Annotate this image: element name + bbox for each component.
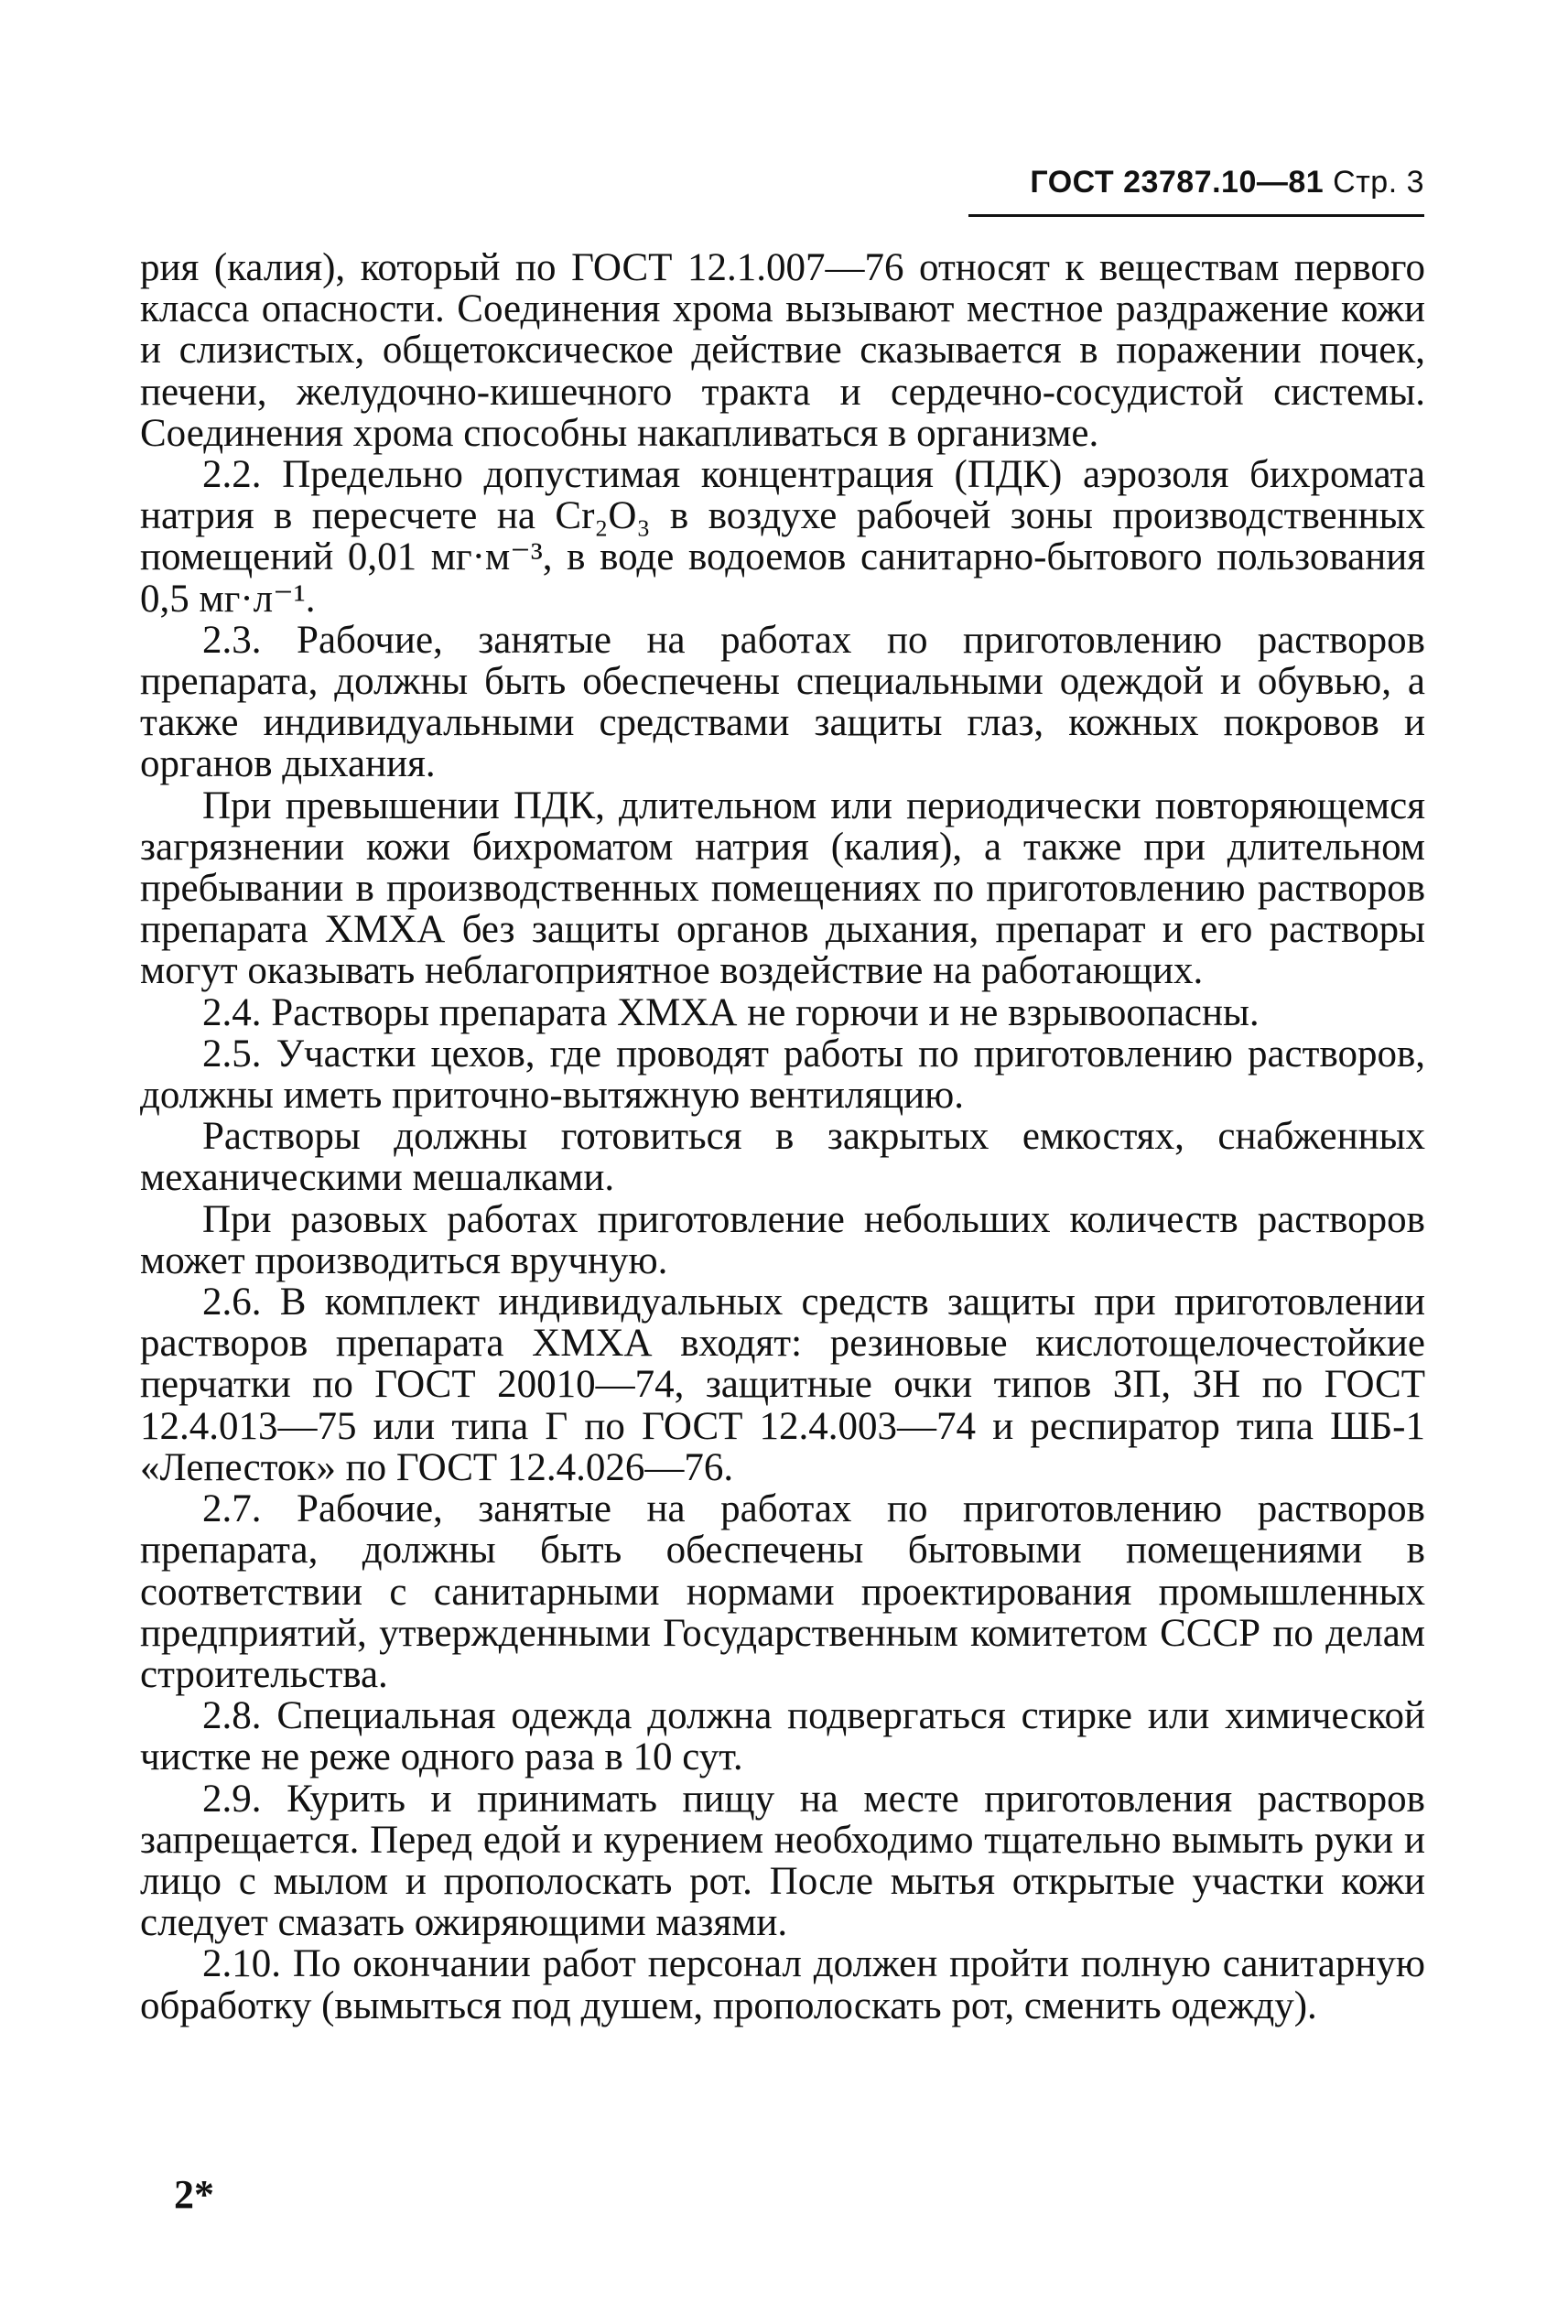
signature-mark: 2* [174, 2172, 214, 2217]
paragraph-2-5: 2.5. Участки цехов, где проводят работы по приготовлению растворов, должны иметь приточно-вытяжную вентиляцию. [140, 1032, 1425, 1118]
paragraph-continuation: рия (калия), который по ГОСТ 12.1.007—76 относят к веществам первого класса опасности. Соединения хрома вызывают местное раздражение кожи и слизистых, общетоксическое действие сказывается в поражении почек, печени, желудочно-кишечного тракта и сердечно-сосудистой системы. Соединения хрома способны накапливаться в организме. [140, 246, 1425, 455]
page-number: Стр. 3 [1333, 165, 1424, 200]
paragraph-2-5-manual: При разовых работах приготовление небольших количеств растворов может производиться вручную. [140, 1197, 1425, 1282]
paragraph-2-10: 2.10. По окончании работ персонал должен пройти полную санитарную обработку (вымыться под душем, прополоскать рот, сменить одежду). [140, 1942, 1425, 2027]
paragraph-2-2: 2.2. Предельно допустимая концентрация (ПДК) аэрозоля бихромата натрия в пересчете на Cr₂O₃ в воздухе рабочей зоны производственных помещений 0,01 мг·м⁻³, в воде водоемов санитарно-бытового пользования 0,5 мг·л⁻¹. [140, 453, 1425, 621]
paragraph-2-3: 2.3. Рабочие, занятые на работах по приготовлению растворов препарата, должны быть обеспечены специальными одеждой и обувью, а также индивидуальными средствами защиты глаз, кожных покровов и органов дыхания. [140, 618, 1425, 786]
paragraph-2-6: 2.6. В комплект индивидуальных средств защиты при приготовлении растворов препарата ХМХА входят: резиновые кислотощелочестойкие перчатки по ГОСТ 20010—74, защитные очки типов ЗП, ЗН по ГОСТ 12.4.013—75 или типа Г по ГОСТ 12.4.003—74 и респиратор типа ШБ-1 «Лепесток» по ГОСТ 12.4.026—76. [140, 1281, 1425, 1489]
header-rule [968, 214, 1424, 217]
body-text [140, 247, 1425, 2027]
paragraph-2-7: 2.7. Рабочие, занятые на работах по приготовлению растворов препарата, должны быть обеспечены бытовыми помещениями в соответствии с санитарными нормами проектирования промышленных предприятий, утвержденными Государственным комитетом СССР по делам строительства. [140, 1487, 1425, 1696]
page-header [1030, 165, 1424, 200]
paragraph-2-9: 2.9. Курить и принимать пищу на месте приготовления растворов запрещается. Перед едой и курением необходимо тщательно вымыть руки и лицо с мылом и прополоскать рот. После мытья открытые участки кожи следует смазать ожиряющими мазями. [140, 1777, 1425, 1945]
standard-number: ГОСТ 23787.10—81 [1030, 165, 1325, 200]
paragraph-2-8: 2.8. Специальная одежда должна подвергаться стирке или химической чистке не реже одного раза в 10 сут. [140, 1694, 1425, 1779]
paragraph-2-5-containers: Растворы должны готовиться в закрытых емкостях, снабженных механическими мешалками. [140, 1115, 1425, 1200]
paragraph-2-4: 2.4. Растворы препарата ХМХА не горючи и не взрывоопасны. [202, 990, 1260, 1034]
paragraph-2-3-exposure: При превышении ПДК, длительном или периодически повторяющемся загрязнении кожи бихроматом натрия (калия), а также при длительном пребывании в производственных помещениях по приготовлению растворов препарата ХМХА без защиты органов дыхания, препарат и его растворы могут оказывать неблагоприятное воздействие на работающих. [140, 784, 1425, 993]
